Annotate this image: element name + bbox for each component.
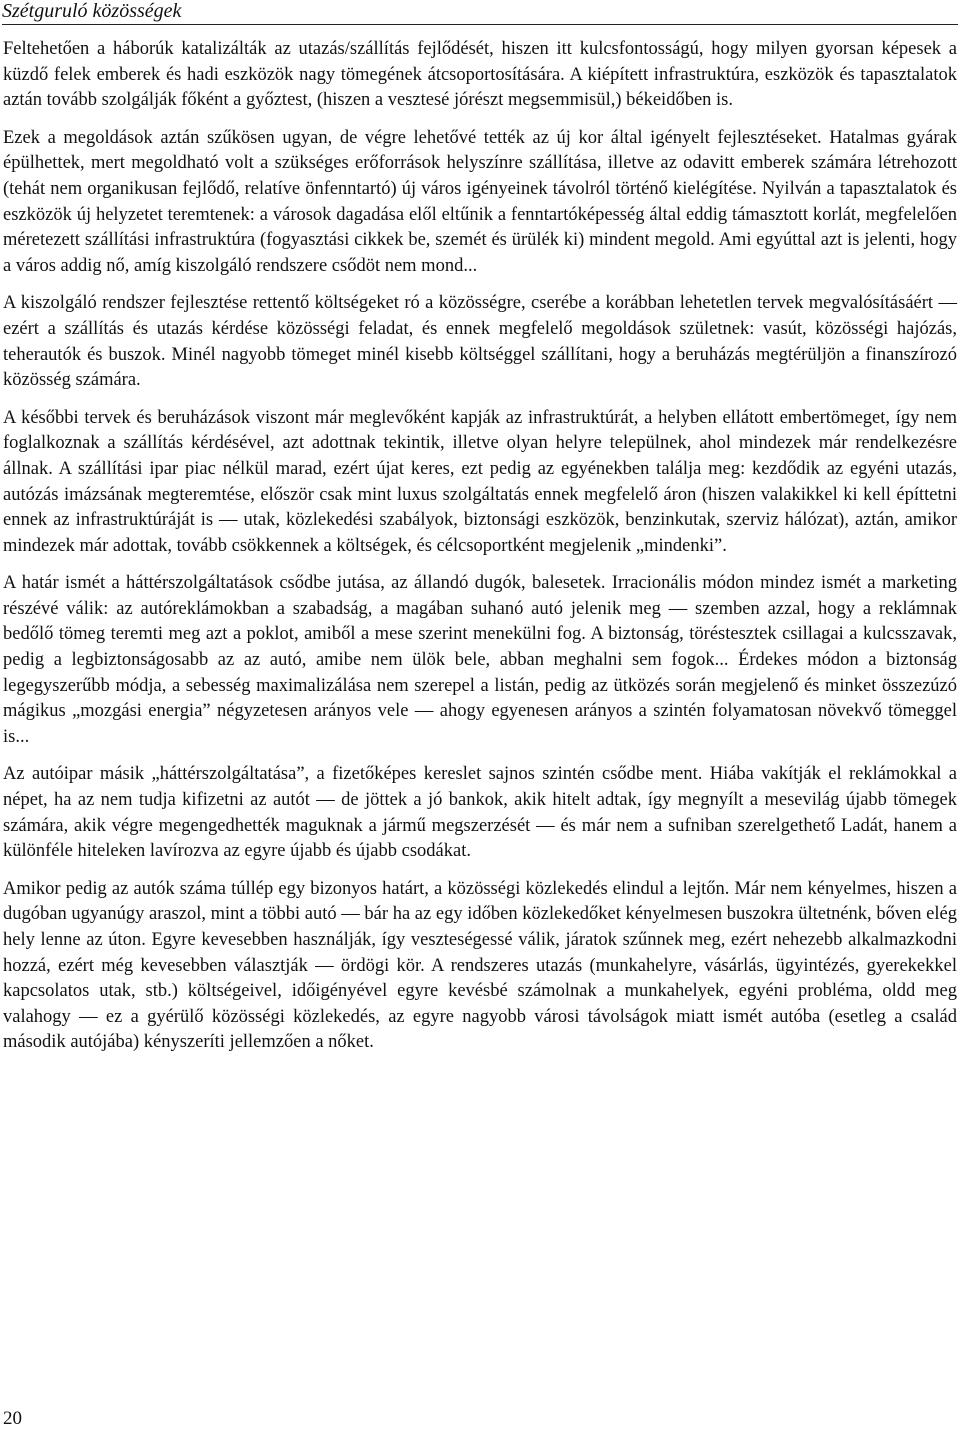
- paragraph-4: A későbbi tervek és beruházások viszont már meglevőként kapják az infrastruktúrát, a helyben ellátott embertömeget, így nem foglalkoznak a szállítás kérdésével, azt adottnak tekintik, illetve olyan helyre települnek, ahol mindezek már rendelkezésre állnak. A szállítási ipar piac nélkül marad, ezért újat keres, ezt pedig az egyénekben találja meg: kezdődik az egyéni utazás, autózás imázsának megteremtése, először csak mint luxus szolgáltatás ennek megfelelő áron (hiszen valakikkel ki kell építtetni ennek az infrastruktúráját is — utak, közlekedési szabályok, biztonsági eszközök, benzinkutak, szerviz hálózat), aztán, amikor mindezek már adottak, tovább csökkennek a költségek, és célcsoportként megjelenik „mindenki”.: [3, 407, 957, 556]
- body-text: [3, 37, 957, 1068]
- paragraph-3: A kiszolgáló rendszer fejlesztése rettentő költségeket ró a közösségre, cserébe a korábban lehetetlen tervek megvalósításáért — ezért a szállítás és utazás kérdése közösségi feladat, és ennek megfelelő megoldások születnek: vasút, közösségi hajózás, teherautók és buszok. Minél nagyobb tömeget minél kisebb költséggel szállítani, hogy a beruházás megtérüljön a finanszírozó közösség számára.: [3, 293, 957, 391]
- paragraph-7: Amikor pedig az autók száma túllép egy bizonyos határt, a közösségi közlekedés elindul a lejtőn. Már nem kényelmes, hiszen a dugóban ugyanúgy araszol, mint a többi autó — bár ha az egy időben közlekedőket kényelmesen buszokra ültetnénk, bőven elég hely lenne az úton. Egyre kevesebben használják, így veszteségessé válik, járatok szűnnek meg, ezért nehezebb alkalmazkodni hozzá, ezért még kevesebben választják — ördögi kör. A rendszeres utazás (munkahelyre, vásárlás, ügyintézés, gyerekekkel kapcsolatos utak, stb.) költségeivel, időigényével egyre kevésbé számolnak a munkahelyek, egyéni probléma, oldd meg valahogy — ez a gyérülő közösségi közlekedés, az egyre nagyobb városi távolságok miatt ismét autóba (esetleg a család második autójába) kényszeríti jellemzően a nőket.: [3, 878, 957, 1053]
- paragraph-2: Ezek a megoldások aztán szűkösen ugyan, de végre lehetővé tették az új kor által igényelt fejlesztéseket. Hatalmas gyárak épülhettek, mert megoldható volt a szükséges erőforrások helyszínre szállítása, illetve az odavitt emberek számára létrehozott (tehát nem organikusan fejlődő, relatíve önfenntartó) új város igényeinek távolról történő kielégítése. Nyilván a tapasztalatok és eszközök új helyzetet teremtenek: a városok dagadása elől eltűnik a fenntartóképesség által eddig támasztott korlát, megfelelően méretezett szállítási infrastruktúra (fogyasztási cikkek be, szemét és ürülék ki) mindent megold. Ami egyúttal azt is jelenti, hogy a város addig nő, amíg kiszolgáló rendszere csődöt nem mond...: [3, 127, 957, 276]
- page-number: 20: [3, 1408, 22, 1429]
- paragraph-5: A határ ismét a háttérszolgáltatások csődbe jutása, az állandó dugók, balesetek. Irracionális módon mindez ismét a marketing részévé válik: az autóreklámokban a szabadság, a magában suhanó autó jelenik meg — szemben azzal, hogy a reklámnak bedőlő tömeg teremti meg azt a poklot, amiből a mese szerint menekülni fog. A biztonság, töréstesztek csillagai a kulcsszavak, pedig a legbiztonságosabb az az autó, amibe nem ülök bele, abban meghalni sem fogok... Érdekes módon a biztonság legegyszerűbb módja, a sebesség maximalizálása nem szerepel a listán, pedig az ütközés során megjelenő és minket összezúzó mágikus „mozgási energia” négyzetesen arányos vele — ahogy egyenesen arányos a szintén folyamatosan növekvő tömeggel is...: [3, 573, 957, 747]
- running-header-title: Szétguruló közösségek: [2, 0, 958, 25]
- paragraph-1: Feltehetően a háborúk katalizálták az utazás/szállítás fejlődését, hiszen itt kulcsfontosságú, hogy milyen gyorsan képesek a küzdő felek emberek és hadi eszközök nagy tömegének átcsoportosítására. A kiépített infrastruktúra, eszközök és tapasztalatok aztán tovább szolgálják főként a győztest, (hiszen a vesztesé jórészt megsemmisül,) békeidőben is.: [3, 39, 957, 111]
- paragraph-6: Az autóipar másik „háttérszolgáltatása”, a fizetőképes kereslet sajnos szintén csődbe ment. Hiába vakítják el reklámokkal a népet, ha az nem tudja kifizetni az autót — de jöttek a jó bankok, akik hitelt adtak, így megnyílt a mesevilág újabb tömegek számára, akik végre megengedhették maguknak a jármű megszerzését — és már nem a sufniban szerelgethető Ladát, hanem a különféle hiteleken lavírozva az egyre újabb és újabb csodákat.: [3, 764, 957, 862]
